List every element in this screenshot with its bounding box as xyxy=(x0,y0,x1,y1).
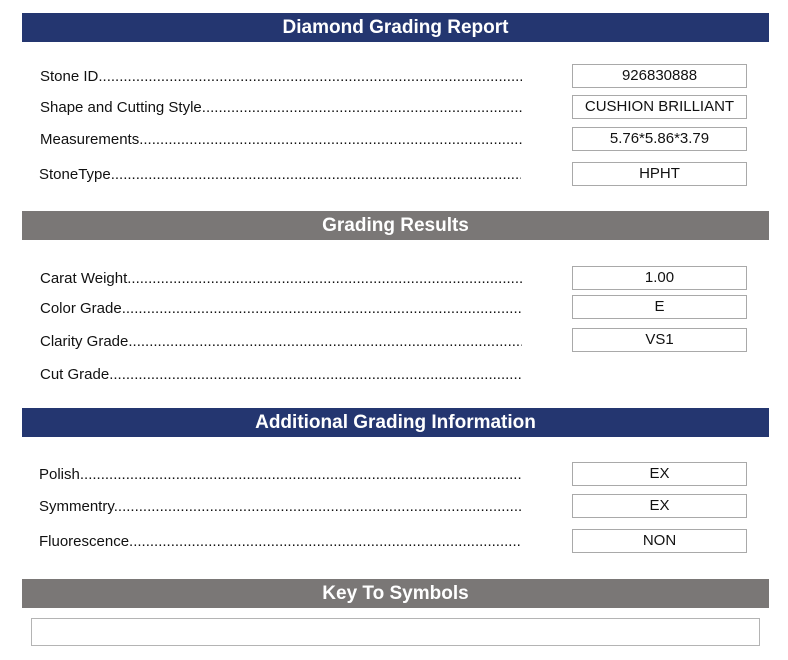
value-stone-id: 926830888 xyxy=(572,64,747,88)
value-clarity-grade: VS1 xyxy=(572,328,747,352)
value-symmetry: EX xyxy=(572,494,747,518)
value-carat-weight: 1.00 xyxy=(572,266,747,290)
label-carat-weight: Carat Weight ..... xyxy=(40,270,522,288)
label-color-grade: Color Grade ..... xyxy=(40,300,522,318)
label-polish: Polish ..... xyxy=(39,466,521,484)
value-shape: CUSHION BRILLIANT xyxy=(572,95,747,119)
section-header-key-to-symbols: Key To Symbols xyxy=(22,579,769,608)
label-clarity-grade: Clarity Grade ..... xyxy=(40,333,522,351)
label-measurements: Measurements ..... xyxy=(40,131,522,149)
value-stone-type: HPHT xyxy=(572,162,747,186)
label-shape: Shape and Cutting Style ..... xyxy=(40,99,522,117)
label-cut-grade: Cut Grade ..... xyxy=(40,366,522,384)
value-color-grade: E xyxy=(572,295,747,319)
value-measurements: 5.76*5.86*3.79 xyxy=(572,127,747,151)
label-fluorescence: Fluorescence ..... xyxy=(39,533,521,551)
section-header-report: Diamond Grading Report xyxy=(22,13,769,42)
key-to-symbols-box xyxy=(31,618,760,646)
section-header-additional-info: Additional Grading Information xyxy=(22,408,769,437)
section-header-grading-results: Grading Results xyxy=(22,211,769,240)
label-stone-id: Stone ID ..... xyxy=(40,68,522,86)
label-stone-type: StoneType ..... xyxy=(39,166,521,184)
value-fluorescence: NON xyxy=(572,529,747,553)
label-symmetry: Symmentry ..... xyxy=(39,498,521,516)
value-polish: EX xyxy=(572,462,747,486)
